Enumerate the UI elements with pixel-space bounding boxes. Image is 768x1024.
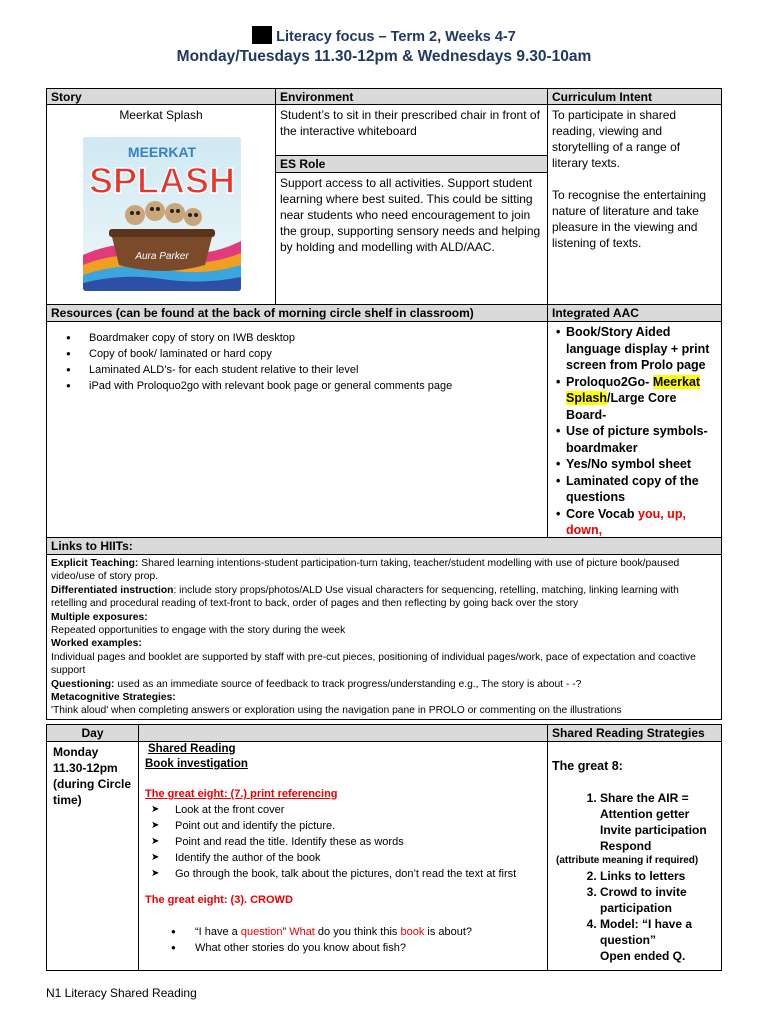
list-item: • Book/Story Aided language display + print screen from Prolo page <box>566 324 717 374</box>
list-item: ● iPad with Proloquo2go with relevant book page or general comments page <box>89 378 547 394</box>
strategy-note: (attribute meaning if required) <box>556 855 699 866</box>
hiits-explicit: Explicit Teaching: Shared learning intentions-student participation-turn taking, teacher/student modelling with use of picture book/paused video/use of story prop. <box>51 558 680 583</box>
resources-heading: Resources (can be found at the back of morning circle shelf in classroom) <box>46 304 548 322</box>
list-item: 2. Links to letters <box>600 868 717 884</box>
great-eight-3: The great eight: (3). CROWD <box>145 894 293 906</box>
list-item: • Use of picture symbols- boardmaker <box>566 423 717 456</box>
list-item: • Laminated copy of the questions <box>566 473 717 506</box>
hiits-multiple-text: Repeated opportunities to engage with the story during the week <box>51 625 346 637</box>
list-item: 4. Model: “I have a question” Open ended Q. <box>600 916 717 964</box>
list-item: • Proloquo2Go- Meerkat Splash/Large Core Board- <box>566 374 717 424</box>
strategies-list-cont <box>552 868 717 964</box>
hiits-meta-text: 'Think aloud' when completing answers or exploration using the navigation pane in PROLO or commenting on the illustrations <box>51 705 622 717</box>
hiits-differentiated: Differentiated instruction: include story props/photos/ALD Use visual characters for sequencing, retelling, matching, linking learning with retelling and procedural reading of text-front to back, order of pages and then reflecting by going back over the story <box>51 584 679 610</box>
document-title: Literacy focus – Term 2, Weeks 4-7 <box>0 26 768 45</box>
document-subtitle: Monday/Tuesdays 11.30-12pm & Wednesdays 9.30-10am <box>176 48 592 65</box>
svg-text:SPLASH: SPLASH <box>88 160 236 201</box>
curriculum-p2: To recognise the entertaining nature of literature and take pleasure in the viewing and listening of texts. <box>552 188 707 250</box>
story-heading: Story <box>46 88 276 105</box>
book-cover-image <box>83 137 241 291</box>
list-item: ● What other stories do you know about fish? <box>195 940 541 956</box>
resources-cell <box>46 321 548 538</box>
strategies-list <box>552 790 717 854</box>
list-item: ➤ Identify the author of the book <box>175 850 541 866</box>
day-heading: Day <box>46 724 139 742</box>
hiits-cell <box>46 554 722 720</box>
svg-text:Aura Parker: Aura Parker <box>135 251 189 262</box>
list-item: 3. Crowd to invite participation <box>600 884 717 916</box>
es-role-text: Support access to all activities. Support student learning where best suited. This could be sitting near students who need encouragement to join the group, supporting sensory needs and helping by holding and modelling with ALD/AAC. <box>275 172 548 305</box>
hiits-meta-label: Metacognitive Strategies: <box>51 692 176 704</box>
great-8-title: The great 8: <box>552 759 623 773</box>
resources-list <box>47 330 547 394</box>
svg-text:MEERKAT: MEERKAT <box>127 144 197 160</box>
steps-list <box>145 802 541 882</box>
aac-heading: Integrated AAC <box>547 304 722 322</box>
hiits-worked-text: Individual pages and booklet are supported by staff with pre-cut pieces, positioning of individual pages/work, pace of expectation and coactive support <box>51 651 696 677</box>
questions-list <box>145 924 541 956</box>
curriculum-cell <box>547 104 722 305</box>
page-footer: N1 Literacy Shared Reading <box>46 986 197 1000</box>
list-item: ● Copy of book/ laminated or hard copy <box>89 346 547 362</box>
hiits-heading: Links to HIITs: <box>46 537 722 555</box>
environment-heading: Environment <box>275 88 548 105</box>
hiits-questioning: Questioning: used as an immediate source of feedback to track progress/understanding e.g., The story is about - -? <box>51 678 582 690</box>
great-eight-7: The great eight: (7.) print referencing <box>145 788 338 800</box>
list-item: ● Laminated ALD’s- for each student relative to their level <box>89 362 547 378</box>
curriculum-heading: Curriculum Intent <box>547 88 722 105</box>
list-item: ➤ Go through the book, talk about the pictures, don’t read the text at first <box>175 866 541 882</box>
aac-cell <box>547 321 722 538</box>
redaction-block <box>252 26 272 44</box>
list-item: ➤ Point and read the title. Identify these as words <box>175 834 541 850</box>
list-item: • Core Vocab you, up, down, <box>566 506 717 539</box>
activity-cell <box>138 741 548 971</box>
list-item: 1. Share the AIR = Attention getter Invite participation Respond <box>600 790 717 854</box>
list-item: ● “I have a question” What do you think this book is about? <box>195 924 541 940</box>
strategies-heading: Shared Reading Strategies <box>547 724 722 742</box>
hiits-worked-label: Worked examples: <box>51 638 142 650</box>
environment-text: Student’s to sit in their prescribed chair in front of the interactive whiteboard <box>275 104 548 156</box>
story-title: Meerkat Splash <box>119 108 203 122</box>
day-cell: Monday 11.30-12pm (during Circle time) <box>46 741 139 971</box>
book-investigation-title: Book investigation <box>145 758 248 770</box>
activity-heading <box>138 724 548 742</box>
shared-reading-title: Shared Reading <box>148 743 236 755</box>
list-item: ➤ Point out and identify the picture. <box>175 818 541 834</box>
list-item: ● Boardmaker copy of story on IWB desktop <box>89 330 547 346</box>
aac-list <box>554 324 717 538</box>
curriculum-p1: To participate in shared reading, viewing and storytelling of a range of literary texts. <box>552 108 681 170</box>
list-item: • Yes/No symbol sheet <box>566 456 717 473</box>
es-role-heading: ES Role <box>275 155 548 173</box>
list-item: ➤ Look at the front cover <box>175 802 541 818</box>
hiits-multiple-label: Multiple exposures: <box>51 611 148 623</box>
strategies-cell <box>547 741 722 971</box>
